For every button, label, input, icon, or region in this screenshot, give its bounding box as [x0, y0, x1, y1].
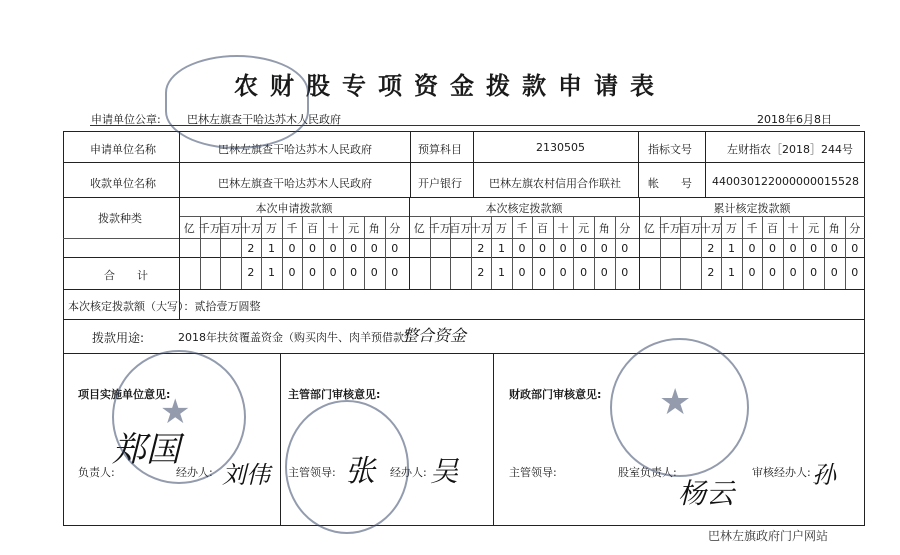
digit-unit-header: 百万	[679, 222, 702, 235]
digit-unit-header: 分	[849, 222, 861, 235]
digit-unit-header: 万	[726, 222, 737, 235]
digit-cell: 1	[498, 266, 505, 279]
digit-unit-header: 元	[578, 222, 590, 235]
signature-handler: 刘伟	[222, 461, 270, 489]
total-label: 合 计	[104, 269, 148, 282]
star-icon: ★	[160, 392, 191, 432]
digit-cell: 0	[350, 242, 358, 255]
digit-unit-header: 亿	[413, 222, 425, 235]
document-number-value: 左财指农［2018］244号	[727, 143, 853, 156]
digit-unit-header: 分	[619, 222, 631, 235]
approved-amount-words: 本次核定拨款额（大写）：贰拾壹万圆整	[68, 300, 261, 313]
col-divider	[638, 131, 639, 197]
applicant-seal-value: 巴林左旗查干哈达苏木人民政府	[187, 113, 341, 126]
digit-unit-header: 百	[537, 222, 548, 235]
digit-unit-header: 十万	[239, 222, 262, 235]
row-divider	[63, 319, 865, 320]
seal-top-applicant	[165, 55, 309, 149]
digit-unit-header: 千	[286, 222, 298, 235]
col-divider	[473, 131, 474, 197]
responsible-person-label: 负责人:	[78, 466, 115, 479]
digit-cell: 0	[600, 242, 608, 255]
digit-cell: 0	[518, 242, 526, 255]
digit-cell: 0	[621, 242, 629, 255]
digit-unit-header: 百	[767, 222, 778, 235]
account-value: 440030122000000015528	[712, 175, 859, 188]
digit-cell: 0	[769, 242, 776, 255]
digit-unit-header: 百万	[449, 222, 472, 235]
form-title: 农财股专项资金拨款申请表	[234, 72, 666, 100]
star-icon: ★	[659, 382, 692, 423]
digit-cell: 0	[851, 266, 859, 279]
digit-cell: 2	[477, 266, 485, 279]
digit-cell: 0	[329, 266, 337, 279]
account-label: 帐 号	[648, 177, 692, 190]
digit-unit-header: 亿	[643, 222, 655, 235]
digit-cell: 0	[748, 266, 756, 279]
finance-dept-opinion-label: 财政部门审核意见:	[509, 388, 602, 401]
digit-cell: 2	[247, 266, 255, 279]
digit-cell: 2	[247, 242, 255, 255]
digit-cell: 0	[309, 242, 316, 255]
digit-cell: 0	[810, 242, 818, 255]
digit-unit-header: 十	[787, 222, 799, 235]
digit-cell: 0	[539, 266, 546, 279]
group-cumulative-header: 累计核定拨款额	[713, 202, 791, 215]
digit-cell: 0	[830, 266, 838, 279]
digit-cell: 0	[288, 266, 296, 279]
group-approved-header: 本次核定拨款额	[485, 202, 563, 215]
col-divider	[280, 353, 281, 525]
digit-cell: 0	[559, 266, 567, 279]
row-divider	[63, 238, 865, 239]
budget-subject-value: 2130505	[536, 141, 585, 154]
digit-cell: 0	[329, 242, 337, 255]
unit-name-label: 申请单位名称	[90, 143, 156, 156]
digit-cell: 2	[707, 242, 715, 255]
signature-responsible: 郑国	[112, 430, 180, 470]
digit-unit-header: 万	[496, 222, 507, 235]
applicant-seal-label: 申请单位公章:	[91, 113, 161, 126]
digit-unit-header: 百	[307, 222, 318, 235]
dept-leader-label: 主管领导:	[288, 466, 336, 479]
group-applied-header: 本次申请拨款额	[255, 202, 333, 215]
budget-subject-label: 预算科目	[418, 143, 462, 156]
digit-cell: 0	[559, 242, 567, 255]
digit-unit-header: 元	[808, 222, 820, 235]
digit-cell: 0	[580, 242, 588, 255]
digit-cell: 2	[477, 242, 485, 255]
digit-unit-header: 角	[828, 222, 840, 235]
competent-dept-opinion-label: 主管部门审核意见:	[288, 388, 381, 401]
bank-label: 开户银行	[418, 177, 462, 190]
payment-type-label: 拨款种类	[98, 212, 142, 225]
handler-label: 经办人:	[176, 466, 213, 479]
digit-unit-header: 千万	[658, 222, 681, 235]
bank-value: 巴林左旗农村信用合作联社	[489, 177, 621, 190]
purpose-handwritten-note: 整合资金	[402, 326, 467, 345]
signature-section-head: 杨云	[678, 477, 735, 510]
digit-cell: 0	[621, 266, 629, 279]
digit-cell: 0	[851, 242, 859, 255]
col-divider	[493, 353, 494, 525]
digit-unit-header: 分	[389, 222, 401, 235]
digit-cell: 0	[370, 266, 378, 279]
digit-cell: 0	[580, 266, 588, 279]
seal-implementing-unit	[112, 350, 246, 484]
row-divider	[63, 197, 865, 198]
digit-cell: 1	[268, 242, 275, 255]
digit-cell: 0	[748, 242, 756, 255]
digit-cell: 0	[539, 242, 546, 255]
digit-unit-header: 亿	[183, 222, 195, 235]
digit-unit-header: 角	[368, 222, 380, 235]
digit-cell: 2	[707, 266, 715, 279]
form-date: 2018年6月8日	[757, 113, 832, 126]
digit-unit-header: 万	[266, 222, 277, 235]
watermark: 巴林左旗政府门户网站	[708, 529, 829, 543]
digit-cell: 0	[391, 266, 399, 279]
digit-cell: 0	[789, 266, 797, 279]
digit-cell: 1	[498, 242, 505, 255]
col-divider	[410, 131, 411, 197]
digit-unit-header: 十	[557, 222, 569, 235]
digit-cell: 0	[810, 266, 818, 279]
digit-cell: 0	[288, 242, 296, 255]
digit-cell: 0	[518, 266, 526, 279]
reviewer-label: 审核经办人:	[752, 466, 811, 479]
digit-cell: 1	[728, 242, 735, 255]
signature-handler-2: 吴	[430, 455, 459, 488]
seal-finance-bureau	[610, 338, 749, 477]
digit-unit-header: 千万	[198, 222, 221, 235]
digit-unit-header: 千	[746, 222, 758, 235]
row-divider	[63, 162, 865, 163]
digit-unit-header: 元	[348, 222, 360, 235]
col-divider	[705, 131, 706, 197]
digit-cell: 0	[391, 242, 399, 255]
digit-unit-header: 角	[598, 222, 610, 235]
digit-cell: 0	[789, 242, 797, 255]
digit-unit-header: 百万	[219, 222, 242, 235]
digit-cell: 1	[268, 266, 275, 279]
digit-cell: 0	[830, 242, 838, 255]
handler-2-label: 经办人:	[390, 466, 427, 479]
implementing-unit-opinion-label: 项目实施单位意见:	[78, 388, 171, 401]
seal-poverty-office	[285, 400, 409, 534]
digit-unit-header: 千万	[428, 222, 451, 235]
payee-name-value: 巴林左旗查干哈达苏木人民政府	[218, 177, 372, 190]
digit-cell: 1	[728, 266, 735, 279]
digit-unit-header: 十	[327, 222, 339, 235]
payee-name-label: 收款单位名称	[90, 177, 156, 190]
digit-cell: 0	[350, 266, 358, 279]
digit-unit-header: 十万	[699, 222, 722, 235]
digit-unit-header: 十万	[469, 222, 492, 235]
signature-dept-leader: 张	[345, 454, 375, 489]
digit-cell: 0	[370, 242, 378, 255]
digit-cell: 0	[600, 266, 608, 279]
purpose-value: 2018年扶贫覆盖资金（购买肉牛、肉羊预借款）	[178, 331, 415, 344]
row-divider	[63, 257, 865, 258]
digit-cell: 0	[769, 266, 776, 279]
section-head-label: 股室负责人:	[618, 466, 677, 479]
row-divider	[63, 289, 865, 290]
signature-reviewer: 孙	[812, 461, 836, 489]
digit-cell: 0	[309, 266, 316, 279]
digit-unit-header: 千	[516, 222, 528, 235]
unit-name-value: 巴林左旗查干哈达苏木人民政府	[218, 143, 372, 156]
purpose-label: 拨款用途:	[92, 331, 145, 345]
finance-leader-label: 主管领导:	[509, 466, 557, 479]
document-number-label: 指标文号	[648, 143, 692, 156]
